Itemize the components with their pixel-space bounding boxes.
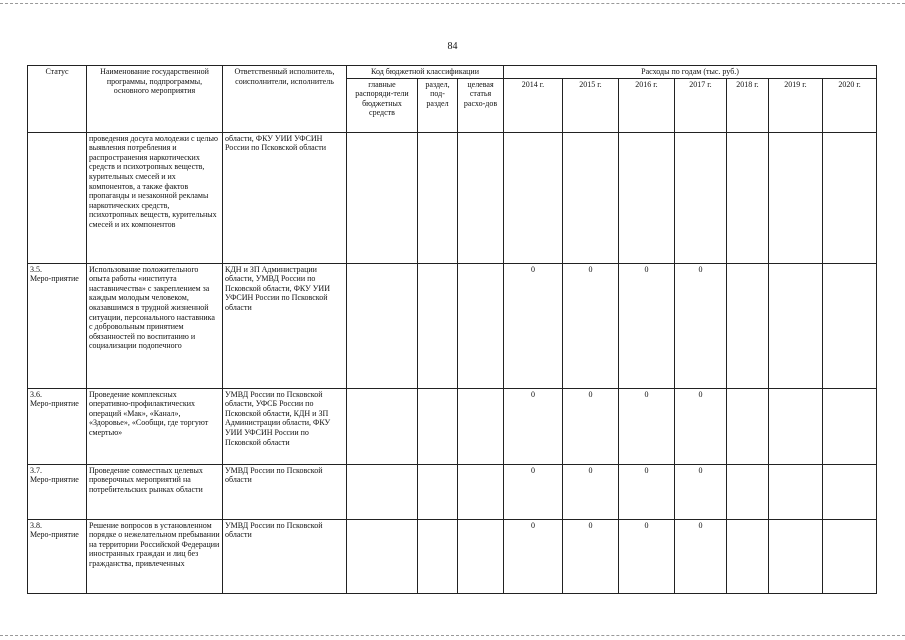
header-row-1 (28, 66, 877, 79)
value-2014: 0 (504, 388, 563, 464)
section-cell (418, 388, 458, 464)
value-2014 (504, 132, 563, 263)
budget-managers-cell (347, 132, 418, 263)
section-cell (418, 464, 458, 519)
header-year-2018: 2018 г. (727, 78, 769, 132)
value-2020 (823, 388, 877, 464)
value-2014: 0 (504, 464, 563, 519)
value-2015: 0 (563, 519, 619, 593)
header-year-2015: 2015 г. (563, 78, 619, 132)
value-2019 (769, 132, 823, 263)
status-label: Меро-приятие (30, 399, 79, 409)
header-target-article: целевая статья расхо-дов (458, 78, 504, 132)
value-2016: 0 (619, 464, 675, 519)
value-2017: 0 (675, 388, 727, 464)
header-status: Статус (28, 66, 87, 133)
responsible-cell: области, ФКУ УИИ УФСИН России по Псковской области (223, 132, 347, 263)
target-article-cell (458, 132, 504, 263)
header-year-2019: 2019 г. (769, 78, 823, 132)
value-2015: 0 (563, 388, 619, 464)
value-2014: 0 (504, 263, 563, 388)
table-row (28, 263, 877, 388)
budget-managers-cell (347, 464, 418, 519)
status-cell (28, 132, 87, 263)
header-budget-managers: главные распоряди-тели бюджетных средств (347, 78, 418, 132)
status-cell (28, 519, 87, 593)
target-article-cell (458, 519, 504, 593)
section-cell (418, 132, 458, 263)
value-2018 (727, 464, 769, 519)
section-cell (418, 519, 458, 593)
value-2016: 0 (619, 263, 675, 388)
value-2014: 0 (504, 519, 563, 593)
table-row (28, 132, 877, 263)
header-responsible: Ответственный исполнитель, соисполнители, исполнитель (223, 66, 347, 133)
status-label: Меро-приятие (30, 530, 79, 540)
target-article-cell (458, 263, 504, 388)
value-2018 (727, 132, 769, 263)
name-cell: Проведение комплексных оперативно-профилактических операций «Мак», «Канал», «Здоровье», «Сообщи, где торгуют смертью» (87, 388, 223, 464)
budget-managers-cell (347, 519, 418, 593)
responsible-cell: УМВД России по Псковской области, УФСБ России по Псковской области, КДН и ЗП Администрации области, ФКУ УИИ УФСИН России по Псковской области (223, 388, 347, 464)
name-cell: Проведение совместных целевых проверочных мероприятий на потребительских рынках области (87, 464, 223, 519)
status-label: Меро-приятие (30, 274, 79, 284)
header-expenses: Расходы по годам (тыс. руб.) (504, 66, 877, 79)
header-section: раздел, под-раздел (418, 78, 458, 132)
section-cell (418, 263, 458, 388)
status-cell (28, 388, 87, 464)
header-year-2016: 2016 г. (619, 78, 675, 132)
value-2018 (727, 388, 769, 464)
table-row (28, 519, 877, 593)
value-2020 (823, 519, 877, 593)
value-2020 (823, 132, 877, 263)
scan-bottom-edge (0, 635, 905, 636)
responsible-cell: УМВД России по Псковской области (223, 464, 347, 519)
responsible-cell: КДН и ЗП Администрации области, УМВД России по Псковской области, ФКУ УИИ УФСИН России по Псковской области (223, 263, 347, 388)
header-budget-code: Код бюджетной классификации (347, 66, 504, 79)
value-2015: 0 (563, 464, 619, 519)
table-row (28, 464, 877, 519)
status-number: 3.8. (30, 520, 42, 530)
value-2015 (563, 132, 619, 263)
page-number: 84 (447, 41, 458, 52)
header-year-2020: 2020 г. (823, 78, 877, 132)
value-2018 (727, 519, 769, 593)
status-number: 3.7. (30, 465, 42, 475)
value-2017: 0 (675, 464, 727, 519)
value-2019 (769, 519, 823, 593)
value-2016 (619, 132, 675, 263)
value-2016: 0 (619, 388, 675, 464)
name-cell: Использование положительного опыта работы «института наставничества» с закреплением за каждым молодым человеком, оказавшимся в трудной жизненной ситуации, персонального наставника с добровольным принятием обязанностей по воспитанию и социализации подопечного (87, 263, 223, 388)
value-2017 (675, 132, 727, 263)
value-2016: 0 (619, 519, 675, 593)
program-budget-table (27, 65, 877, 594)
value-2019 (769, 388, 823, 464)
status-cell (28, 263, 87, 388)
target-article-cell (458, 388, 504, 464)
table-row (28, 388, 877, 464)
target-article-cell (458, 464, 504, 519)
value-2017: 0 (675, 519, 727, 593)
value-2018 (727, 263, 769, 388)
budget-managers-cell (347, 263, 418, 388)
header-year-2014: 2014 г. (504, 78, 563, 132)
status-number: 3.6. (30, 389, 42, 399)
value-2020 (823, 263, 877, 388)
responsible-cell: УМВД России по Псковской области (223, 519, 347, 593)
value-2020 (823, 464, 877, 519)
header-year-2017: 2017 г. (675, 78, 727, 132)
budget-managers-cell (347, 388, 418, 464)
status-label: Меро-приятие (30, 475, 79, 485)
value-2019 (769, 464, 823, 519)
value-2015: 0 (563, 263, 619, 388)
status-number: 3.5. (30, 264, 42, 274)
value-2017: 0 (675, 263, 727, 388)
scan-top-edge (0, 3, 905, 4)
value-2019 (769, 263, 823, 388)
header-name: Наименование государственной программы, подпрограммы, основного мероприятия (87, 66, 223, 133)
name-cell: Решение вопросов в установленном порядке о нежелательном пребывании на территории Российской Федерации иностранных граждан и лиц без гражданства, привлеченных (87, 519, 223, 593)
name-cell: проведения досуга молодежи с целью выявления потребления и распространения наркотических средств и психотропных веществ, курительных смесей и их компонентов, а также фактов пропаганды и незаконной рекламы наркотических средств, психотропных веществ, курительных смесей и их компонентов (87, 132, 223, 263)
status-cell (28, 464, 87, 519)
